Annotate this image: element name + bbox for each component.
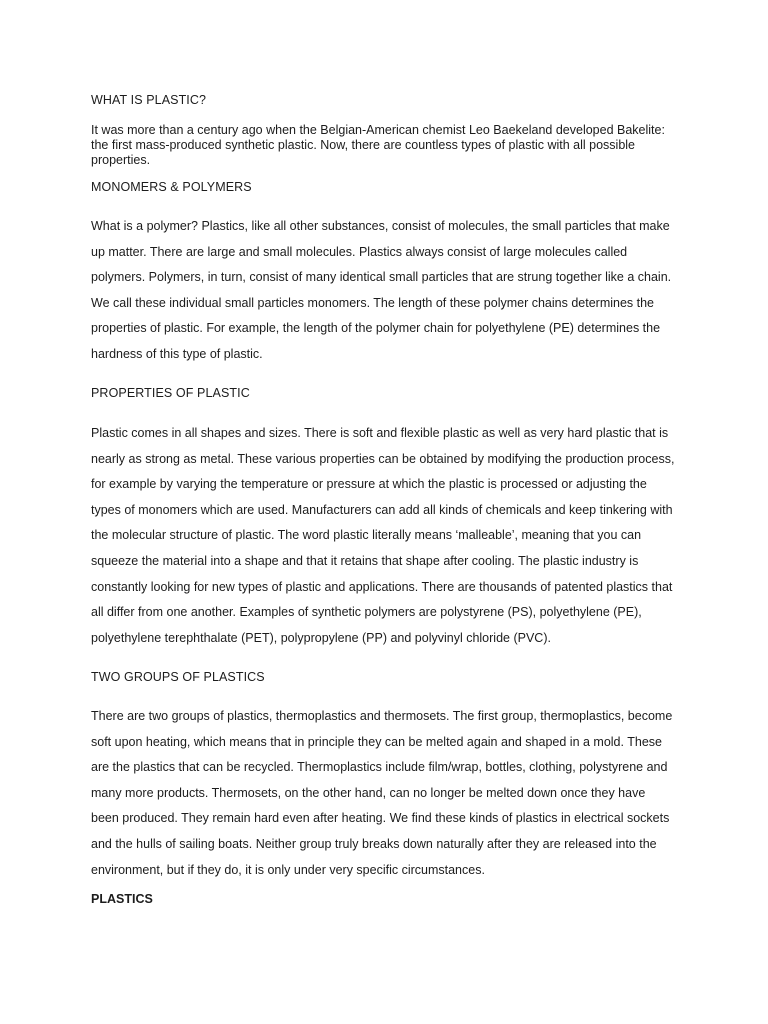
text-line: hardness of this type of plastic. [91,346,263,361]
text-line: polymers. Polymers, in turn, consist of many identical small particles that are strung together like a chain. [91,270,672,285]
groups-paragraph [91,704,691,883]
text-line: soft upon heating, which means that in principle they can be melted again and shaped in a mold. These [91,734,662,749]
heading-plastics: PLASTICS [91,892,153,906]
text-line: all differ from one another. Examples of synthetic polymers are polystyrene (PS), polyethylene (PE), [91,605,642,620]
properties-paragraph [91,421,691,651]
text-line: properties. [91,153,151,167]
text-line: are the plastics that can be recycled. Thermoplastics include film/wrap, bottles, clothing, polystyrene and [91,760,668,775]
text-line: We call these individual small particles monomers. The length of these polymer chains determines the [91,295,655,310]
heading-two-groups-of-plastics: TWO GROUPS OF PLASTICS [91,670,265,684]
text-line: for example by varying the temperature or pressure at which the plastic is processed or adjusting the [91,477,647,492]
text-line: squeeze the material into a shape and that it retains that shape after cooling. The plastic industry is [91,553,639,568]
text-line: types of monomers which are used. Manufacturers can add all kinds of chemicals and keep tinkering with [91,502,673,517]
text-line: been produced. They remain hard even after heating. We find these kinds of plastics in electrical sockets [91,811,670,826]
monomers-paragraph [91,214,691,368]
heading-monomers-polymers: MONOMERS & POLYMERS [91,180,252,194]
text-line: Plastic comes in all shapes and sizes. There is soft and flexible plastic as well as very hard plastic that is [91,426,669,440]
text-line: the first mass-produced synthetic plastic. Now, there are countless types of plastic with all possible [91,138,636,152]
text-line: nearly as strong as metal. These various properties can be obtained by modifying the production process, [91,451,675,466]
heading-properties-of-plastic: PROPERTIES OF PLASTIC [91,386,250,400]
intro-paragraph [91,123,691,168]
text-line: It was more than a century ago when the Belgian-American chemist Leo Baekeland developed Bakelite: [91,123,665,137]
text-line: and the hulls of sailing boats. Neither group truly breaks down naturally after they are released into the [91,836,657,851]
text-line: properties of plastic. For example, the length of the polymer chain for polyethylene (PE) determines the [91,321,661,336]
text-line: polyethylene terephthalate (PET), polypropylene (PP) and polyvinyl chloride (PVC). [91,630,551,645]
text-line: up matter. There are large and small molecules. Plastics always consist of large molecules called [91,244,628,259]
text-line: environment, but if they do, it is only under very specific circumstances. [91,862,485,877]
text-line: many more products. Thermosets, on the other hand, can no longer be melted down once they have [91,785,646,800]
text-line: constantly looking for new types of plastic and applications. There are thousands of patented plastics that [91,579,673,594]
text-line: the molecular structure of plastic. The word plastic literally means ‘malleable’, meaning that you can [91,528,642,543]
text-line: What is a polymer? Plastics, like all other substances, consist of molecules, the small particles that make [91,219,670,233]
heading-what-is-plastic: WHAT IS PLASTIC? [91,93,207,107]
text-line: There are two groups of plastics, thermoplastics and thermosets. The first group, thermoplastics, become [91,709,673,723]
